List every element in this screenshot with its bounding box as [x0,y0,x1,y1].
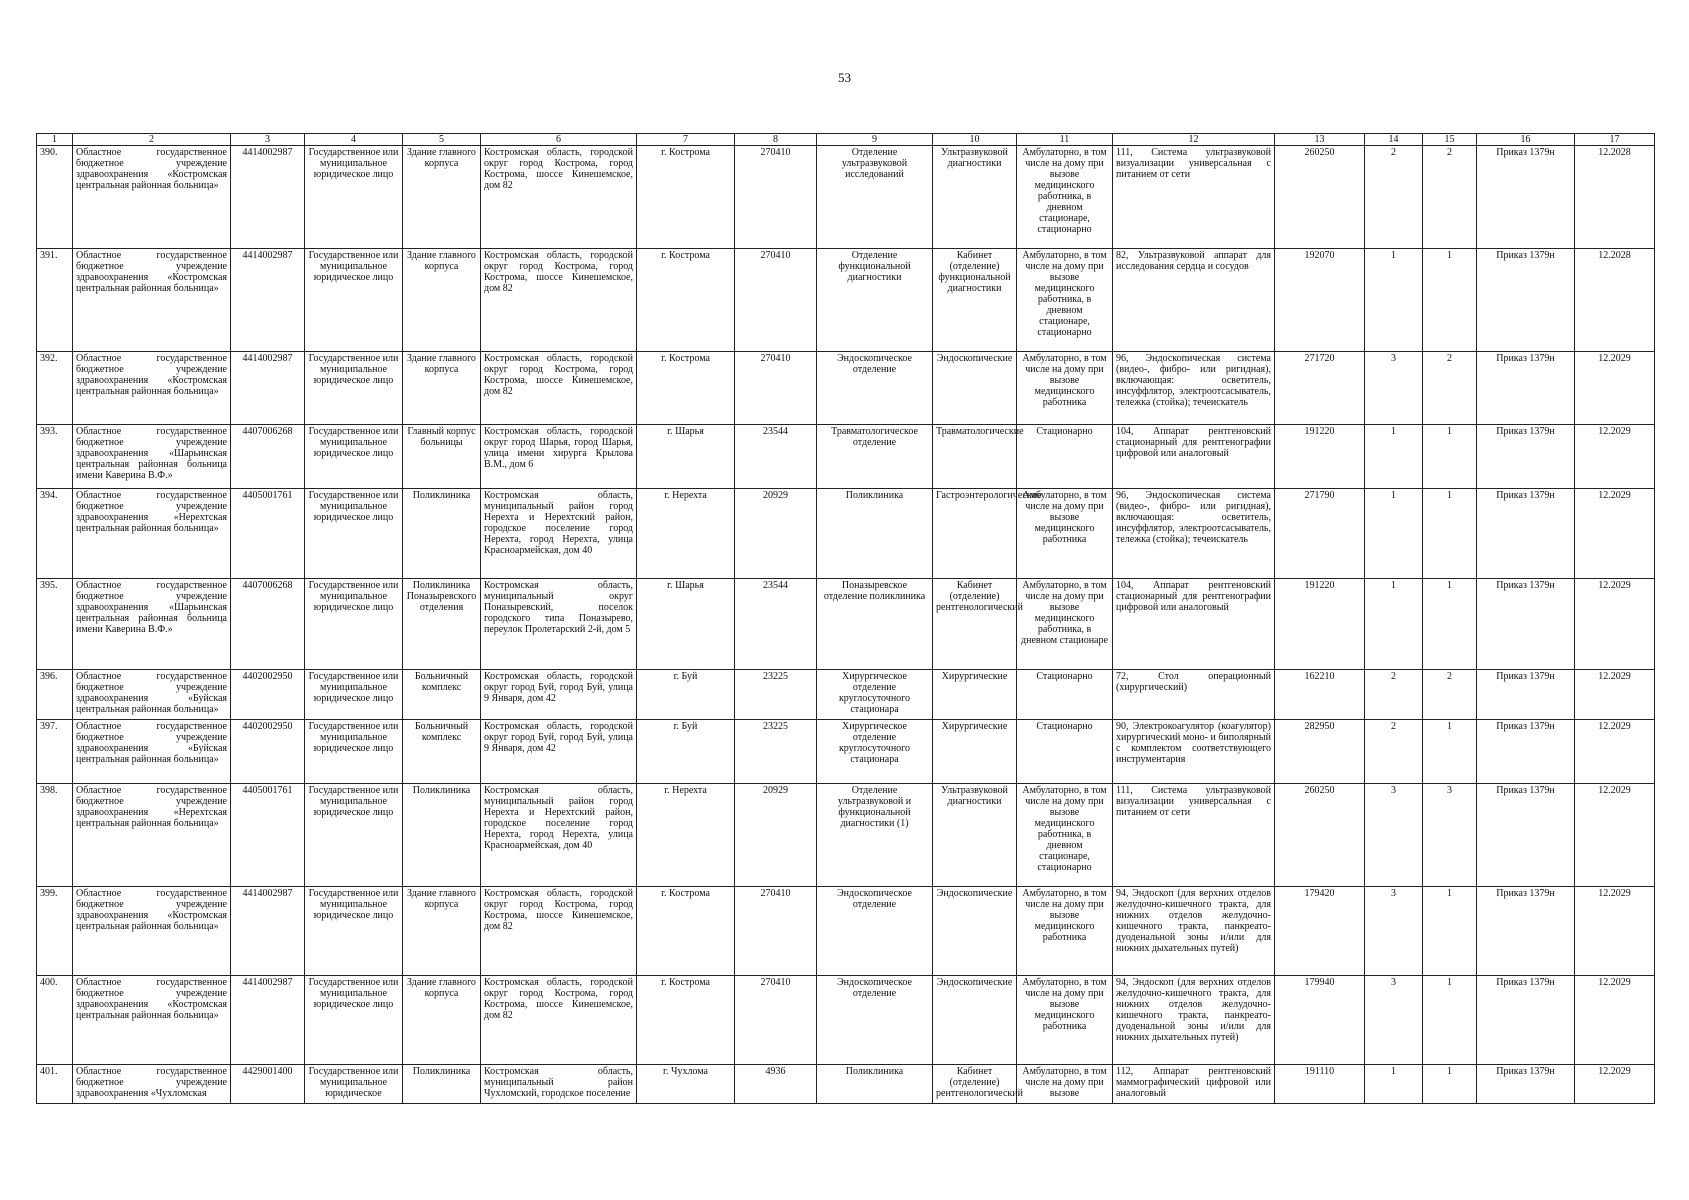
column-number-6: 6 [481,134,637,146]
cell-row-number: 400. [37,976,73,1065]
cell-inn: 4402002950 [231,670,305,720]
cell-legal-form: Государственное или муниципальное юридическое лицо [305,425,403,489]
cell-equipment: 104, Аппарат рентгеновский стационарный для рентгенографии цифровой или аналоговый [1113,579,1275,670]
cell-equipment-price: 282950 [1275,720,1365,784]
cell-organization-name: Областное государственное бюджетное учреждение здравоохранения «Шарьинская центральная районная больница имени Каверина В.Ф.» [73,425,231,489]
table-row [37,352,1655,425]
page-number: 53 [838,70,851,85]
cell-population: 23544 [735,579,817,670]
cell-required-count: 1 [1365,579,1423,670]
cell-deadline: 12.2029 [1575,976,1655,1065]
cell-building: Поликлиника [403,1065,481,1104]
cell-regulation: Приказ 1379н [1477,425,1575,489]
cell-row-number: 397. [37,720,73,784]
cell-equipment-price: 260250 [1275,784,1365,887]
table-row [37,1065,1655,1104]
cell-department: Отделение ультразвуковой исследований [817,146,933,249]
cell-regulation: Приказ 1379н [1477,720,1575,784]
cell-legal-form: Государственное или муниципальное юридическое лицо [305,489,403,579]
cell-building: Здание главного корпуса [403,887,481,976]
cell-required-count: 2 [1365,670,1423,720]
cell-locality: г. Буй [637,670,735,720]
cell-locality: г. Кострома [637,887,735,976]
cell-required-count: 1 [1365,249,1423,352]
cell-equipment: 94, Эндоскоп (для верхних отделов желудочно-кишечного тракта, для нижних отделов желудочно-кишечного тракта, панкреато-дуоденальной зоны и/или для нижних дыхательных путей) [1113,887,1275,976]
cell-required-count: 3 [1365,784,1423,887]
cell-profile: Гастроэнтерологические [933,489,1017,579]
cell-legal-form: Государственное или муниципальное юридическое лицо [305,146,403,249]
cell-locality: г. Кострома [637,352,735,425]
cell-care-conditions: Амбулаторно, в том числе на дому при вызове медицинского работника [1017,489,1113,579]
cell-legal-form: Государственное или муниципальное юридическое лицо [305,887,403,976]
cell-organization-name: Областное государственное бюджетное учреждение здравоохранения «Костромская центральная районная больница» [73,887,231,976]
cell-population: 20929 [735,784,817,887]
cell-profile: Эндоскопические [933,976,1017,1065]
cell-department: Отделение функциональной диагностики [817,249,933,352]
column-number-5: 5 [403,134,481,146]
cell-equipment: 112, Аппарат рентгеновский маммографический цифровой или аналоговый [1113,1065,1275,1104]
cell-locality: г. Шарья [637,579,735,670]
cell-address: Костромская область, городской округ город Буй, город Буй, улица 9 Января, дом 42 [481,720,637,784]
cell-actual-count: 1 [1423,887,1477,976]
column-number-row [37,134,1655,146]
cell-equipment-price: 191110 [1275,1065,1365,1104]
cell-equipment-price: 191220 [1275,579,1365,670]
cell-building: Здание главного корпуса [403,976,481,1065]
cell-deadline: 12.2029 [1575,887,1655,976]
column-number-16: 16 [1477,134,1575,146]
cell-department: Эндоскопическое отделение [817,352,933,425]
cell-department: Хирургическое отделение круглосуточного стационара [817,720,933,784]
cell-deadline: 12.2029 [1575,720,1655,784]
column-number-7: 7 [637,134,735,146]
cell-organization-name: Областное государственное бюджетное учреждение здравоохранения «Нерехтская центральная районная больница» [73,489,231,579]
cell-equipment-price: 271720 [1275,352,1365,425]
cell-locality: г. Кострома [637,976,735,1065]
cell-building: Поликлиника [403,489,481,579]
cell-address: Костромская область, городской округ город Кострома, город Кострома, шоссе Кинешемское, дом 82 [481,887,637,976]
cell-care-conditions: Амбулаторно, в том числе на дому при вызове медицинского работника [1017,887,1113,976]
cell-deadline: 12.2029 [1575,425,1655,489]
column-number-13: 13 [1275,134,1365,146]
cell-required-count: 2 [1365,720,1423,784]
cell-inn: 4414002987 [231,249,305,352]
cell-address: Костромская область, городской округ город Кострома, город Кострома, шоссе Кинешемское, дом 82 [481,976,637,1065]
cell-inn: 4407006268 [231,425,305,489]
cell-department: Отделение ультразвуковой и функциональной диагностики (1) [817,784,933,887]
cell-legal-form: Государственное или муниципальное юридическое лицо [305,579,403,670]
cell-population: 4936 [735,1065,817,1104]
cell-profile: Эндоскопические [933,887,1017,976]
cell-population: 270410 [735,249,817,352]
cell-row-number: 392. [37,352,73,425]
cell-profile: Кабинет (отделение) рентгенологический [933,579,1017,670]
cell-organization-name: Областное государственное бюджетное учреждение здравоохранения «Костромская центральная районная больница» [73,146,231,249]
table-row [37,425,1655,489]
cell-inn: 4405001761 [231,489,305,579]
cell-required-count: 1 [1365,425,1423,489]
cell-deadline: 12.2029 [1575,352,1655,425]
cell-care-conditions: Стационарно [1017,425,1113,489]
cell-building: Здание главного корпуса [403,146,481,249]
cell-building: Поликлиника [403,784,481,887]
cell-equipment: 94, Эндоскоп (для верхних отделов желудочно-кишечного тракта, для нижних отделов желудочно-кишечного тракта, панкреато-дуоденальной зоны и/или для нижних дыхательных путей) [1113,976,1275,1065]
cell-locality: г. Чухлома [637,1065,735,1104]
cell-regulation: Приказ 1379н [1477,579,1575,670]
cell-locality: г. Нерехта [637,784,735,887]
cell-equipment: 96, Эндоскопическая система (видео-, фибро- или ригидная), включающая: осветитель, инсуффлятор, электроотсасыватель, тележка (стойка); течеискатель [1113,489,1275,579]
column-number-8: 8 [735,134,817,146]
column-number-4: 4 [305,134,403,146]
cell-department: Поликлиника [817,1065,933,1104]
cell-organization-name: Областное государственное бюджетное учреждение здравоохранения «Шарьинская центральная районная больница имени Каверина В.Ф.» [73,579,231,670]
cell-regulation: Приказ 1379н [1477,784,1575,887]
cell-actual-count: 3 [1423,784,1477,887]
cell-required-count: 2 [1365,146,1423,249]
cell-regulation: Приказ 1379н [1477,976,1575,1065]
cell-care-conditions: Амбулаторно, в том числе на дому при вызове медицинского работника [1017,976,1113,1065]
cell-inn: 4405001761 [231,784,305,887]
cell-equipment: 82, Ультразвуковой аппарат для исследования сердца и сосудов [1113,249,1275,352]
table-row [37,976,1655,1065]
cell-department: Хирургическое отделение круглосуточного стационара [817,670,933,720]
cell-legal-form: Государственное или муниципальное юридическое лицо [305,784,403,887]
cell-organization-name: Областное государственное бюджетное учреждение здравоохранения «Буйская центральная районная больница» [73,720,231,784]
table-row [37,249,1655,352]
cell-building: Больничный комплекс [403,720,481,784]
cell-equipment-price: 191220 [1275,425,1365,489]
cell-actual-count: 1 [1423,579,1477,670]
cell-regulation: Приказ 1379н [1477,670,1575,720]
cell-locality: г. Кострома [637,249,735,352]
cell-deadline: 12.2028 [1575,249,1655,352]
cell-locality: г. Шарья [637,425,735,489]
cell-legal-form: Государственное или муниципальное юридическое лицо [305,976,403,1065]
cell-equipment: 111, Система ультразвуковой визуализации универсальная с питанием от сети [1113,146,1275,249]
cell-equipment: 111, Система ультразвуковой визуализации универсальная с питанием от сети [1113,784,1275,887]
cell-equipment: 104, Аппарат рентгеновский стационарный для рентгенографии цифровой или аналоговый [1113,425,1275,489]
column-number-17: 17 [1575,134,1655,146]
cell-regulation: Приказ 1379н [1477,146,1575,249]
cell-profile: Травматологические [933,425,1017,489]
cell-organization-name: Областное государственное бюджетное учреждение здравоохранения «Костромская центральная районная больница» [73,976,231,1065]
cell-deadline: 12.2029 [1575,784,1655,887]
cell-address: Костромская область, городской округ город Кострома, город Кострома, шоссе Кинешемское, дом 82 [481,249,637,352]
column-number-9: 9 [817,134,933,146]
cell-department: Эндоскопическое отделение [817,976,933,1065]
cell-profile: Хирургические [933,670,1017,720]
cell-department: Травматологическое отделение [817,425,933,489]
cell-legal-form: Государственное или муниципальное юридическое [305,1065,403,1104]
cell-organization-name: Областное государственное бюджетное учреждение здравоохранения «Чухломская [73,1065,231,1104]
cell-profile: Ультразвуковой диагностики [933,784,1017,887]
column-number-12: 12 [1113,134,1275,146]
cell-actual-count: 1 [1423,1065,1477,1104]
cell-equipment-price: 162210 [1275,670,1365,720]
cell-inn: 4407006268 [231,579,305,670]
table-row [37,720,1655,784]
cell-locality: г. Буй [637,720,735,784]
cell-deadline: 12.2029 [1575,670,1655,720]
cell-regulation: Приказ 1379н [1477,249,1575,352]
cell-care-conditions: Амбулаторно, в том числе на дому при вызове [1017,1065,1113,1104]
cell-address: Костромская область, муниципальный район город Нерехта и Нерехтский район, городское поселение город Нерехта, город Нерехта, улица Красноармейская, дом 40 [481,784,637,887]
cell-population: 23544 [735,425,817,489]
cell-building: Главный корпус больницы [403,425,481,489]
cell-organization-name: Областное государственное бюджетное учреждение здравоохранения «Буйская центральная районная больница» [73,670,231,720]
cell-actual-count: 1 [1423,489,1477,579]
cell-row-number: 394. [37,489,73,579]
cell-care-conditions: Амбулаторно, в том числе на дому при вызове медицинского работника, в дневном стационаре, стационарно [1017,249,1113,352]
cell-building: Больничный комплекс [403,670,481,720]
cell-row-number: 399. [37,887,73,976]
cell-inn: 4414002987 [231,887,305,976]
column-number-11: 11 [1017,134,1113,146]
cell-actual-count: 1 [1423,720,1477,784]
cell-actual-count: 2 [1423,352,1477,425]
cell-building: Здание главного корпуса [403,249,481,352]
cell-address: Костромская область, городской округ город Шарья, город Шарья, улица имени хирурга Крылова В.М., дом 6 [481,425,637,489]
table-row [37,579,1655,670]
cell-organization-name: Областное государственное бюджетное учреждение здравоохранения «Нерехтская центральная районная больница» [73,784,231,887]
cell-required-count: 3 [1365,976,1423,1065]
cell-actual-count: 1 [1423,976,1477,1065]
cell-profile: Ультразвуковой диагностики [933,146,1017,249]
column-number-15: 15 [1423,134,1477,146]
cell-equipment-price: 179940 [1275,976,1365,1065]
cell-address: Костромская область, муниципальный район Чухломский, городское поселение [481,1065,637,1104]
cell-population: 270410 [735,887,817,976]
cell-deadline: 12.2029 [1575,1065,1655,1104]
cell-inn: 4429001400 [231,1065,305,1104]
cell-population: 23225 [735,670,817,720]
column-number-10: 10 [933,134,1017,146]
cell-equipment: 96, Эндоскопическая система (видео-, фибро- или ригидная), включающая: осветитель, инсуффлятор, электроотсасыватель, тележка (стойка); течеискатель [1113,352,1275,425]
cell-regulation: Приказ 1379н [1477,887,1575,976]
cell-address: Костромская область, городской округ город Кострома, город Кострома, шоссе Кинешемское, дом 82 [481,146,637,249]
cell-required-count: 1 [1365,489,1423,579]
cell-equipment-price: 271790 [1275,489,1365,579]
table-row [37,146,1655,249]
cell-deadline: 12.2029 [1575,489,1655,579]
cell-care-conditions: Амбулаторно, в том числе на дому при вызове медицинского работника, в дневном стационаре, стационарно [1017,146,1113,249]
cell-care-conditions: Амбулаторно, в том числе на дому при вызове медицинского работника, в дневном стационаре [1017,579,1113,670]
cell-inn: 4402002950 [231,720,305,784]
cell-equipment-price: 260250 [1275,146,1365,249]
cell-profile: Кабинет (отделение) рентгенологический [933,1065,1017,1104]
column-number-3: 3 [231,134,305,146]
table-row [37,887,1655,976]
cell-regulation: Приказ 1379н [1477,352,1575,425]
cell-address: Костромская область, городской округ город Кострома, город Кострома, шоссе Кинешемское, дом 82 [481,352,637,425]
cell-population: 270410 [735,146,817,249]
cell-care-conditions: Стационарно [1017,670,1113,720]
registry-table [36,133,1655,1104]
cell-row-number: 395. [37,579,73,670]
cell-building: Поликлиника Поназыревского отделения [403,579,481,670]
cell-organization-name: Областное государственное бюджетное учреждение здравоохранения «Костромская центральная районная больница» [73,249,231,352]
column-number-2: 2 [73,134,231,146]
column-number-14: 14 [1365,134,1423,146]
cell-address: Костромская область, муниципальный район город Нерехта и Нерехтский район, городское поселение город Нерехта, город Нерехта, улица Красноармейская, дом 40 [481,489,637,579]
cell-equipment-price: 192070 [1275,249,1365,352]
table-row [37,489,1655,579]
cell-actual-count: 2 [1423,670,1477,720]
cell-address: Костромская область, муниципальный округ Поназыревский, поселок городского типа Поназырево, переулок Пролетарский 2-й, дом 5 [481,579,637,670]
cell-row-number: 393. [37,425,73,489]
cell-profile: Эндоскопические [933,352,1017,425]
cell-population: 23225 [735,720,817,784]
cell-inn: 4414002987 [231,976,305,1065]
cell-equipment: 72, Стол операционный (хирургический) [1113,670,1275,720]
cell-row-number: 396. [37,670,73,720]
cell-legal-form: Государственное или муниципальное юридическое лицо [305,249,403,352]
table-row [37,784,1655,887]
cell-inn: 4414002987 [231,352,305,425]
cell-address: Костромская область, городской округ город Буй, город Буй, улица 9 Января, дом 42 [481,670,637,720]
cell-actual-count: 2 [1423,146,1477,249]
cell-care-conditions: Стационарно [1017,720,1113,784]
cell-legal-form: Государственное или муниципальное юридическое лицо [305,720,403,784]
cell-row-number: 401. [37,1065,73,1104]
cell-actual-count: 1 [1423,425,1477,489]
cell-required-count: 3 [1365,352,1423,425]
cell-department: Поликлиника [817,489,933,579]
cell-profile: Хирургические [933,720,1017,784]
cell-profile: Кабинет (отделение) функциональной диагностики [933,249,1017,352]
cell-deadline: 12.2028 [1575,146,1655,249]
cell-row-number: 390. [37,146,73,249]
cell-population: 20929 [735,489,817,579]
cell-building: Здание главного корпуса [403,352,481,425]
cell-locality: г. Кострома [637,146,735,249]
cell-care-conditions: Амбулаторно, в том числе на дому при вызове медицинского работника, в дневном стационаре, стационарно [1017,784,1113,887]
cell-population: 270410 [735,976,817,1065]
cell-locality: г. Нерехта [637,489,735,579]
cell-row-number: 398. [37,784,73,887]
cell-legal-form: Государственное или муниципальное юридическое лицо [305,352,403,425]
cell-department: Поназыревское отделение поликлиника [817,579,933,670]
cell-regulation: Приказ 1379н [1477,489,1575,579]
cell-required-count: 1 [1365,1065,1423,1104]
cell-deadline: 12.2029 [1575,579,1655,670]
cell-equipment: 90, Электрокоагулятор (коагулятор) хирургический моно- и биполярный с комплектом соответствующего инструментария [1113,720,1275,784]
cell-department: Эндоскопическое отделение [817,887,933,976]
table-row [37,670,1655,720]
cell-population: 270410 [735,352,817,425]
cell-inn: 4414002987 [231,146,305,249]
cell-organization-name: Областное государственное бюджетное учреждение здравоохранения «Костромская центральная районная больница» [73,352,231,425]
cell-legal-form: Государственное или муниципальное юридическое лицо [305,670,403,720]
cell-regulation: Приказ 1379н [1477,1065,1575,1104]
column-number-1: 1 [37,134,73,146]
cell-required-count: 3 [1365,887,1423,976]
cell-actual-count: 1 [1423,249,1477,352]
cell-row-number: 391. [37,249,73,352]
cell-care-conditions: Амбулаторно, в том числе на дому при вызове медицинского работника [1017,352,1113,425]
cell-equipment-price: 179420 [1275,887,1365,976]
